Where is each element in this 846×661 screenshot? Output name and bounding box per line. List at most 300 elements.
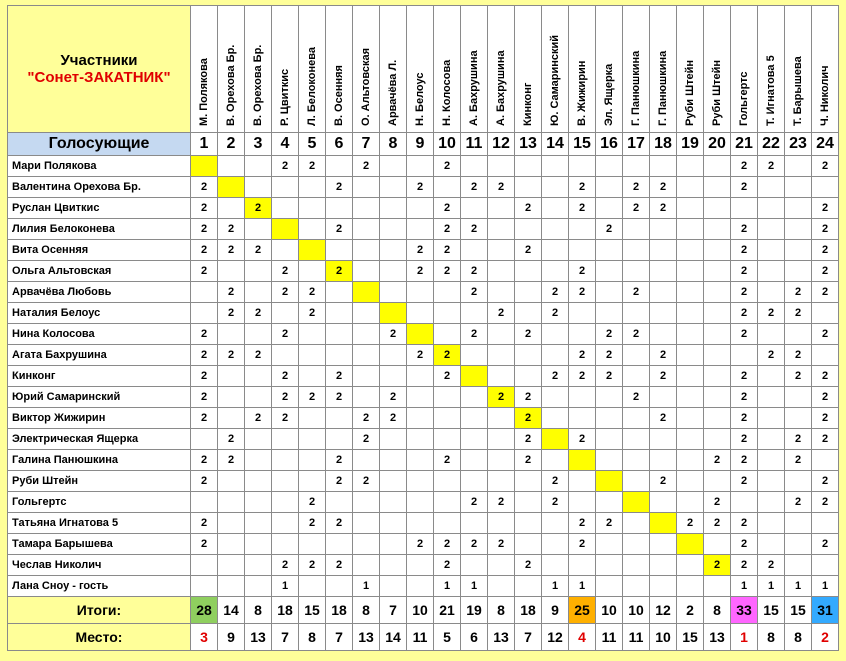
participant-number: 21	[731, 133, 758, 156]
participant-header	[812, 6, 839, 133]
vote-cell	[677, 156, 704, 177]
vote-cell: 2	[326, 450, 353, 471]
participant-number: 9	[407, 133, 434, 156]
vote-cell	[785, 387, 812, 408]
voter-name: Тамара Барышева	[8, 534, 191, 555]
vote-cell	[596, 282, 623, 303]
vote-cell: 2	[191, 177, 218, 198]
place-cell: 7	[515, 624, 542, 651]
voter-name: Юрий Самаринский	[8, 387, 191, 408]
vote-cell	[758, 366, 785, 387]
vote-cell	[758, 387, 785, 408]
participant-header	[461, 6, 488, 133]
vote-cell	[380, 429, 407, 450]
vote-cell	[407, 366, 434, 387]
vote-cell	[704, 177, 731, 198]
vote-cell	[461, 366, 488, 387]
totals-label: Итоги:	[8, 597, 191, 624]
total-cell: 8	[488, 597, 515, 624]
vote-cell	[542, 513, 569, 534]
voter-row	[8, 177, 839, 198]
vote-cell	[758, 408, 785, 429]
vote-cell	[542, 345, 569, 366]
voter-row	[8, 534, 839, 555]
vote-cell: 2	[812, 324, 839, 345]
vote-cell	[677, 576, 704, 597]
vote-cell	[704, 471, 731, 492]
vote-cell	[326, 534, 353, 555]
total-cell: 12	[650, 597, 677, 624]
vote-cell	[299, 177, 326, 198]
vote-cell	[245, 492, 272, 513]
vote-cell: 2	[434, 555, 461, 576]
vote-cell	[326, 429, 353, 450]
vote-cell: 2	[596, 219, 623, 240]
participant-number: 5	[299, 133, 326, 156]
vote-cell: 2	[731, 261, 758, 282]
vote-cell: 2	[272, 366, 299, 387]
vote-cell	[272, 450, 299, 471]
vote-cell	[407, 513, 434, 534]
vote-cell: 2	[326, 471, 353, 492]
vote-cell	[245, 366, 272, 387]
vote-cell	[650, 534, 677, 555]
vote-cell	[299, 366, 326, 387]
voter-row	[8, 576, 839, 597]
vote-cell: 2	[461, 324, 488, 345]
vote-cell	[461, 303, 488, 324]
participant-name: Руби Штейн	[711, 59, 723, 126]
vote-cell	[785, 177, 812, 198]
vote-cell	[515, 303, 542, 324]
participant-header	[407, 6, 434, 133]
participant-number: 19	[677, 133, 704, 156]
place-cell: 7	[326, 624, 353, 651]
vote-cell: 2	[380, 324, 407, 345]
vote-cell	[704, 576, 731, 597]
vote-cell	[569, 555, 596, 576]
vote-cell	[218, 534, 245, 555]
vote-cell: 2	[218, 282, 245, 303]
vote-cell	[704, 408, 731, 429]
vote-cell: 2	[218, 240, 245, 261]
vote-cell	[218, 324, 245, 345]
vote-cell	[407, 219, 434, 240]
vote-cell: 2	[731, 408, 758, 429]
total-cell: 8	[704, 597, 731, 624]
vote-cell: 2	[272, 387, 299, 408]
vote-cell	[245, 555, 272, 576]
vote-cell	[272, 198, 299, 219]
vote-cell	[623, 345, 650, 366]
voter-row	[8, 387, 839, 408]
participant-header	[569, 6, 596, 133]
vote-cell	[434, 282, 461, 303]
participant-name: В. Жижирин	[576, 60, 588, 126]
vote-cell: 2	[191, 198, 218, 219]
table-title	[8, 6, 191, 133]
vote-cell	[785, 261, 812, 282]
vote-cell	[461, 198, 488, 219]
vote-cell	[623, 366, 650, 387]
vote-cell	[434, 408, 461, 429]
total-cell: 14	[218, 597, 245, 624]
participant-name: О. Альтовская	[360, 47, 372, 126]
vote-cell	[380, 261, 407, 282]
voter-row	[8, 408, 839, 429]
vote-cell: 2	[461, 177, 488, 198]
vote-cell	[758, 429, 785, 450]
vote-cell	[380, 156, 407, 177]
vote-cell	[407, 303, 434, 324]
voter-name: Галина Панюшкина	[8, 450, 191, 471]
vote-cell	[191, 156, 218, 177]
participant-name: Гольгертс	[738, 71, 750, 126]
participant-header	[677, 6, 704, 133]
vote-cell: 2	[245, 240, 272, 261]
vote-cell	[245, 450, 272, 471]
vote-cell: 2	[299, 156, 326, 177]
vote-cell	[758, 240, 785, 261]
vote-cell	[272, 534, 299, 555]
vote-cell	[191, 492, 218, 513]
vote-cell	[677, 324, 704, 345]
vote-cell	[704, 534, 731, 555]
vote-cell	[407, 282, 434, 303]
vote-cell	[812, 345, 839, 366]
vote-cell	[596, 240, 623, 261]
vote-cell: 2	[731, 450, 758, 471]
vote-cell: 2	[191, 240, 218, 261]
total-cell: 15	[758, 597, 785, 624]
vote-cell: 2	[218, 345, 245, 366]
vote-cell	[812, 555, 839, 576]
vote-cell: 2	[515, 324, 542, 345]
vote-cell: 2	[785, 303, 812, 324]
participant-number: 17	[623, 133, 650, 156]
total-cell: 31	[812, 597, 839, 624]
participant-number: 10	[434, 133, 461, 156]
vote-cell	[326, 408, 353, 429]
vote-cell: 2	[812, 408, 839, 429]
vote-cell	[245, 219, 272, 240]
vote-cell: 2	[272, 408, 299, 429]
vote-cell	[461, 345, 488, 366]
vote-cell	[623, 576, 650, 597]
participant-name: Н. Колосова	[441, 59, 453, 126]
vote-cell: 2	[542, 303, 569, 324]
vote-cell	[542, 156, 569, 177]
voter-row	[8, 450, 839, 471]
vote-cell: 2	[299, 555, 326, 576]
vote-cell	[677, 366, 704, 387]
participant-header	[218, 6, 245, 133]
vote-cell: 2	[704, 450, 731, 471]
place-cell: 13	[353, 624, 380, 651]
voter-row	[8, 513, 839, 534]
title-line-2: "Сонет-ЗАКАТНИК"	[27, 69, 171, 86]
voter-row	[8, 156, 839, 177]
vote-cell: 2	[623, 177, 650, 198]
total-cell: 8	[245, 597, 272, 624]
vote-cell: 2	[812, 534, 839, 555]
vote-cell	[650, 576, 677, 597]
vote-cell	[650, 261, 677, 282]
participant-header	[623, 6, 650, 133]
place-cell: 9	[218, 624, 245, 651]
vote-cell: 2	[704, 492, 731, 513]
vote-cell	[785, 534, 812, 555]
vote-cell	[731, 345, 758, 366]
vote-cell	[515, 177, 542, 198]
voter-row	[8, 198, 839, 219]
voter-row	[8, 261, 839, 282]
vote-cell	[245, 177, 272, 198]
vote-cell	[488, 345, 515, 366]
participant-header	[434, 6, 461, 133]
vote-cell	[569, 156, 596, 177]
vote-cell	[677, 555, 704, 576]
vote-cell	[785, 198, 812, 219]
vote-cell	[704, 345, 731, 366]
vote-cell	[812, 177, 839, 198]
vote-cell: 2	[596, 366, 623, 387]
vote-cell: 2	[191, 261, 218, 282]
vote-cell	[542, 177, 569, 198]
vote-cell	[272, 471, 299, 492]
vote-cell	[650, 492, 677, 513]
vote-cell	[272, 429, 299, 450]
vote-cell	[731, 198, 758, 219]
vote-cell	[704, 198, 731, 219]
participant-number: 2	[218, 133, 245, 156]
vote-cell: 1	[785, 576, 812, 597]
participant-name: В. Орехова Бр.	[225, 44, 237, 126]
vote-cell	[677, 471, 704, 492]
voter-name: Агата Бахрушина	[8, 345, 191, 366]
vote-cell	[380, 282, 407, 303]
vote-cell	[596, 471, 623, 492]
vote-cell	[542, 555, 569, 576]
vote-cell: 2	[353, 156, 380, 177]
participant-number: 15	[569, 133, 596, 156]
vote-cell: 2	[515, 450, 542, 471]
vote-cell	[488, 555, 515, 576]
vote-cell	[785, 513, 812, 534]
total-cell: 10	[596, 597, 623, 624]
vote-cell: 2	[731, 282, 758, 303]
participant-header	[488, 6, 515, 133]
vote-cell: 2	[677, 513, 704, 534]
voter-name: Виктор Жижирин	[8, 408, 191, 429]
participant-header	[353, 6, 380, 133]
vote-cell	[623, 240, 650, 261]
vote-cell: 2	[461, 219, 488, 240]
vote-cell	[515, 219, 542, 240]
vote-cell	[677, 282, 704, 303]
vote-cell	[650, 324, 677, 345]
vote-cell: 2	[191, 513, 218, 534]
vote-cell: 2	[812, 240, 839, 261]
vote-cell	[623, 408, 650, 429]
participant-header	[272, 6, 299, 133]
participant-number: 6	[326, 133, 353, 156]
vote-cell	[299, 261, 326, 282]
place-cell: 13	[245, 624, 272, 651]
vote-cell: 2	[191, 450, 218, 471]
vote-cell: 2	[380, 387, 407, 408]
vote-cell	[407, 324, 434, 345]
vote-cell	[758, 513, 785, 534]
vote-cell	[218, 492, 245, 513]
vote-cell	[461, 387, 488, 408]
place-cell: 13	[488, 624, 515, 651]
participant-number: 8	[380, 133, 407, 156]
vote-cell	[650, 282, 677, 303]
vote-cell	[704, 219, 731, 240]
participant-number: 7	[353, 133, 380, 156]
participant-header	[191, 6, 218, 133]
vote-cell	[623, 471, 650, 492]
vote-cell	[299, 240, 326, 261]
vote-cell	[704, 387, 731, 408]
vote-cell	[326, 492, 353, 513]
vote-cell	[542, 408, 569, 429]
vote-cell	[488, 240, 515, 261]
vote-cell: 2	[299, 492, 326, 513]
vote-cell: 2	[461, 492, 488, 513]
vote-cell: 2	[758, 345, 785, 366]
participant-name: Эл. Ящерка	[603, 63, 615, 126]
vote-cell	[515, 513, 542, 534]
voter-row	[8, 345, 839, 366]
vote-cell: 2	[731, 471, 758, 492]
vote-cell	[380, 240, 407, 261]
vote-cell	[380, 492, 407, 513]
vote-cell	[488, 219, 515, 240]
voter-row	[8, 219, 839, 240]
vote-cell: 2	[218, 450, 245, 471]
vote-cell: 2	[191, 345, 218, 366]
vote-cell	[353, 534, 380, 555]
place-cell: 3	[191, 624, 218, 651]
vote-cell	[461, 513, 488, 534]
vote-cell: 2	[434, 219, 461, 240]
vote-cell: 2	[812, 156, 839, 177]
vote-cell: 2	[569, 366, 596, 387]
vote-cell	[569, 450, 596, 471]
participant-header	[515, 6, 542, 133]
vote-cell	[623, 219, 650, 240]
vote-cell: 1	[353, 576, 380, 597]
vote-cell: 2	[542, 282, 569, 303]
vote-cell	[623, 303, 650, 324]
vote-cell	[407, 387, 434, 408]
vote-cell: 2	[191, 534, 218, 555]
voter-name: Наталия Белоус	[8, 303, 191, 324]
vote-cell	[299, 429, 326, 450]
vote-cell	[218, 555, 245, 576]
voter-name: Вита Осенняя	[8, 240, 191, 261]
vote-cell	[380, 576, 407, 597]
vote-cell: 2	[218, 303, 245, 324]
vote-cell	[677, 429, 704, 450]
vote-cell	[218, 261, 245, 282]
vote-cell	[488, 366, 515, 387]
vote-cell	[569, 387, 596, 408]
place-cell: 11	[596, 624, 623, 651]
vote-cell: 2	[623, 324, 650, 345]
vote-cell	[569, 303, 596, 324]
vote-cell	[596, 555, 623, 576]
vote-cell: 2	[758, 156, 785, 177]
vote-cell: 2	[731, 429, 758, 450]
voter-name: Электрическая Ящерка	[8, 429, 191, 450]
vote-cell: 1	[542, 576, 569, 597]
vote-cell	[650, 450, 677, 471]
vote-cell	[461, 408, 488, 429]
vote-cell: 1	[812, 576, 839, 597]
vote-cell: 2	[515, 429, 542, 450]
vote-cell	[353, 450, 380, 471]
vote-cell	[245, 576, 272, 597]
vote-cell: 2	[731, 303, 758, 324]
vote-cell: 2	[353, 471, 380, 492]
vote-cell	[677, 219, 704, 240]
vote-cell: 1	[461, 576, 488, 597]
vote-cell	[299, 450, 326, 471]
vote-cell: 2	[245, 303, 272, 324]
participant-name: Г. Панюшкина	[630, 50, 642, 126]
total-cell: 9	[542, 597, 569, 624]
vote-cell: 2	[299, 387, 326, 408]
vote-cell: 2	[569, 177, 596, 198]
vote-cell: 2	[299, 303, 326, 324]
vote-cell	[758, 219, 785, 240]
vote-cell	[488, 156, 515, 177]
participant-name: Н. Белоус	[414, 72, 426, 126]
vote-cell	[272, 240, 299, 261]
vote-cell	[380, 219, 407, 240]
vote-cell	[218, 177, 245, 198]
vote-cell	[407, 492, 434, 513]
participant-header	[650, 6, 677, 133]
vote-cell	[245, 534, 272, 555]
vote-cell: 2	[785, 345, 812, 366]
vote-cell	[596, 198, 623, 219]
vote-cell	[596, 303, 623, 324]
vote-cell: 1	[758, 576, 785, 597]
vote-cell	[677, 450, 704, 471]
vote-cell: 2	[731, 324, 758, 345]
total-cell: 15	[299, 597, 326, 624]
participant-name: Л. Белоконева	[306, 47, 318, 126]
vote-cell	[326, 324, 353, 345]
vote-cell: 2	[191, 324, 218, 345]
voter-name: Мари Полякова	[8, 156, 191, 177]
vote-cell	[218, 387, 245, 408]
participant-name: Кинконг	[522, 82, 534, 126]
vote-cell	[353, 198, 380, 219]
vote-cell	[434, 492, 461, 513]
vote-cell	[785, 240, 812, 261]
participant-name: М. Полякова	[198, 58, 210, 126]
vote-cell: 2	[191, 408, 218, 429]
numbers-row	[8, 133, 839, 156]
vote-cell	[407, 156, 434, 177]
vote-cell	[299, 576, 326, 597]
participant-number: 22	[758, 133, 785, 156]
